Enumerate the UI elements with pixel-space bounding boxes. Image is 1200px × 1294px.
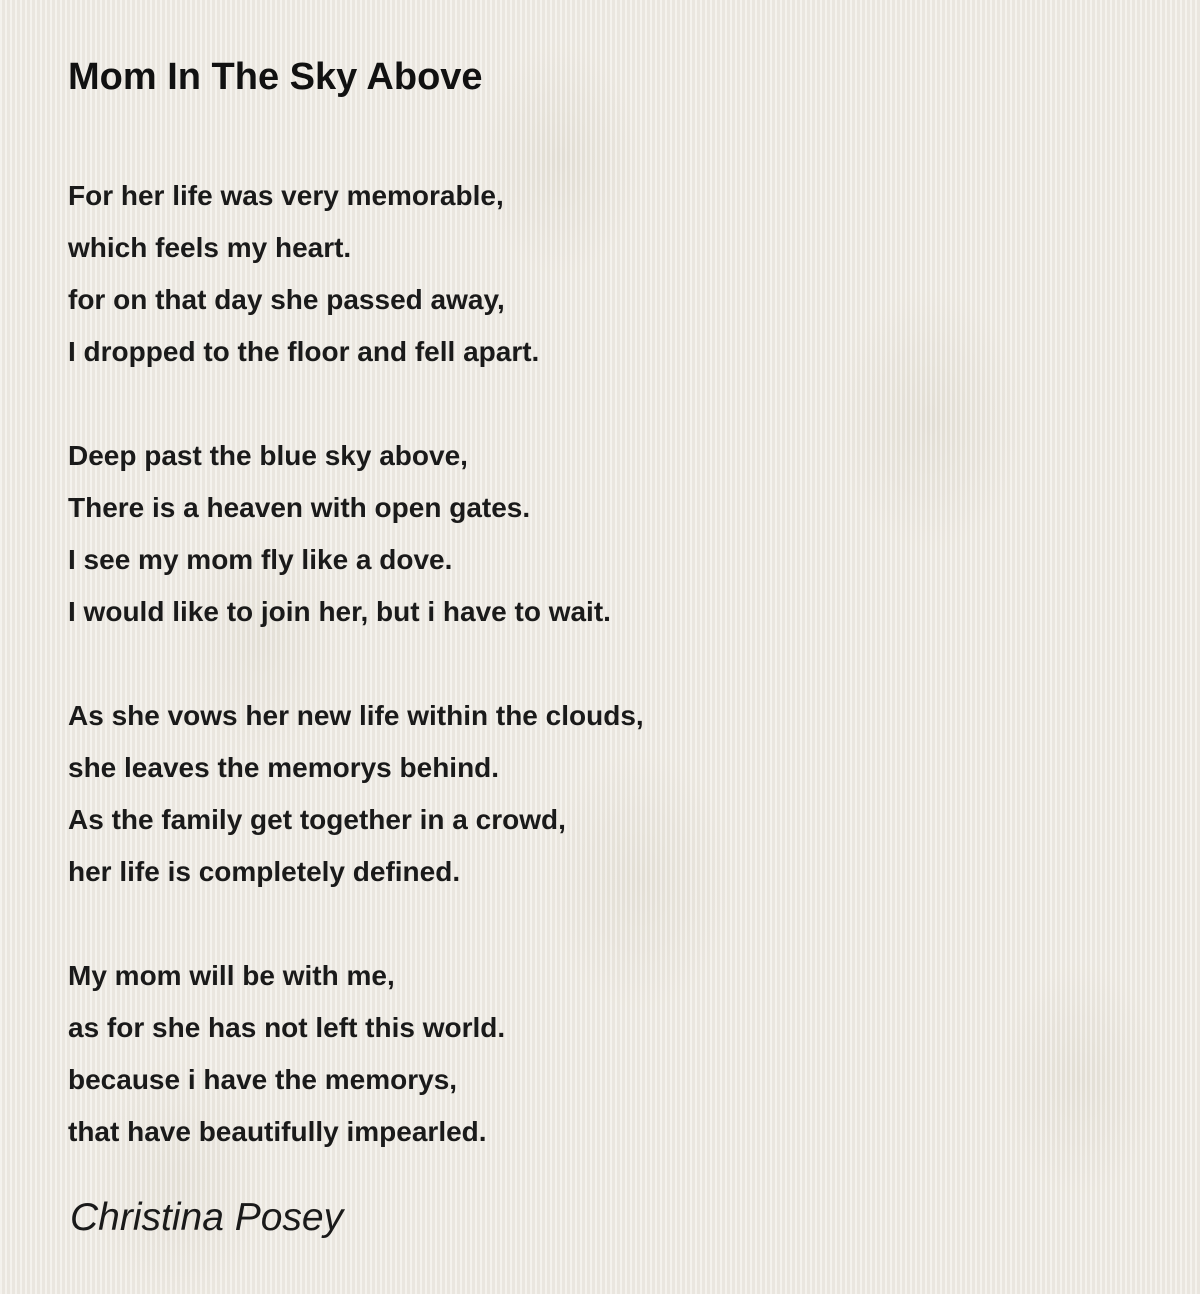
poem-line: As she vows her new life within the clouds, [68,700,644,731]
poem-line: My mom will be with me, [68,960,395,991]
poem-title: Mom In The Sky Above [68,56,483,98]
stanza-3 [68,690,1148,898]
poem-line: as for she has not left this world. [68,1012,506,1043]
poem-line: for on that day she passed away, [68,284,505,315]
poem-line: There is a heaven with open gates. [68,492,531,523]
poem-author: Christina Posey [70,1196,344,1239]
poem-line: because i have the memorys, [68,1064,458,1095]
poem-line: I dropped to the floor and fell apart. [68,336,540,367]
stanza-2 [68,430,1148,638]
poem-line: which feels my heart. [68,232,352,263]
poem-line: Deep past the blue sky above, [68,440,468,471]
poem-line: I see my mom fly like a dove. [68,544,453,575]
stanza-4 [68,950,1148,1158]
poem-container [68,52,1148,1210]
poem-line: For her life was very memorable, [68,180,504,211]
poem-line: she leaves the memorys behind. [68,752,500,783]
poem-line: that have beautifully impearled. [68,1116,487,1147]
stanza-1 [68,170,1148,378]
poem-line: As the family get together in a crowd, [68,804,566,835]
poem-line: I would like to join her, but i have to wait. [68,596,611,627]
poem-line: her life is completely defined. [68,856,461,887]
